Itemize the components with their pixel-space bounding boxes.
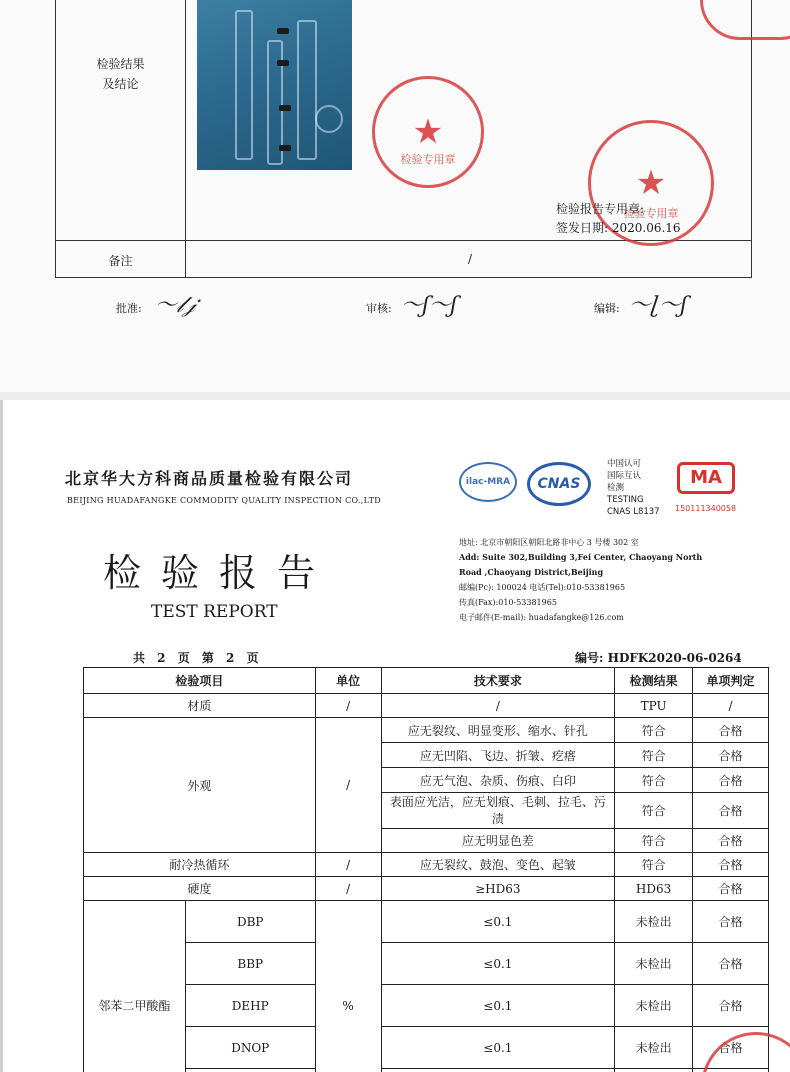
col-header-requirement: 技术要求 bbox=[381, 668, 615, 694]
table-row: 应无凹陷、飞边、折皱、疙瘩 符合 合格 bbox=[84, 743, 769, 768]
report-title-cn: 检验报告 bbox=[103, 551, 336, 595]
cma-number: 150111340058 bbox=[675, 504, 737, 513]
address-cn: 地址: 北京市朝阳区朝阳北路非中心 3 号楼 302 室 bbox=[459, 538, 639, 547]
table-row: 材质 / / TPU / bbox=[84, 694, 769, 718]
reviewer-signature: 〜ʃ〜ʃ bbox=[399, 293, 459, 318]
table-row: DNOP ≤0.1 未检出 合格 bbox=[84, 1027, 769, 1069]
editor-label: 编辑: bbox=[594, 302, 620, 315]
result-label-line2: 及结论 bbox=[102, 77, 139, 91]
editor-signature: 〜ɭ〜ʃ bbox=[627, 293, 689, 318]
address-en-1: Add: Suite 302,Building 3,Fei Center, Chaoyang North bbox=[459, 552, 703, 562]
email: 电子邮件(E-mail): huadafangke@126.com bbox=[459, 613, 624, 622]
table-divider bbox=[185, 0, 186, 277]
cma-logo: MA bbox=[677, 462, 735, 494]
table-row bbox=[84, 1069, 769, 1072]
col-header-unit: 单位 bbox=[315, 668, 381, 694]
issue-date: 签发日期: 2020.06.16 bbox=[556, 221, 681, 235]
table-row: BBP ≤0.1 未检出 合格 bbox=[84, 943, 769, 985]
reviewer-label: 审核: bbox=[366, 302, 392, 315]
approver-signature: 〜𝓁𝒿 bbox=[153, 293, 199, 318]
sample-photo bbox=[197, 0, 352, 170]
table-row: 耐冷热循环 / 应无裂纹、鼓泡、变色、起皱 符合 合格 bbox=[84, 853, 769, 877]
issuer-stamp-line: 检验报告专用章: bbox=[556, 202, 645, 216]
accreditation-logos bbox=[459, 458, 759, 528]
issuer-block bbox=[556, 200, 681, 238]
company-name-en: BEIJING HUADAFANGKE COMMODITY QUALITY INSPECTION CO.,LTD bbox=[67, 496, 381, 505]
inspection-seal-stamp bbox=[372, 76, 484, 188]
test-results-table bbox=[83, 667, 769, 1072]
table-header-row bbox=[84, 668, 769, 694]
table-row: 硬度 / ≥HD63 HD63 合格 bbox=[84, 877, 769, 901]
company-name-cn: 北京华大方科商品质量检验有限公司 bbox=[65, 469, 354, 488]
col-header-result: 检测结果 bbox=[615, 668, 693, 694]
report-title-en: TEST REPORT bbox=[151, 602, 278, 622]
page-gap bbox=[0, 392, 790, 400]
approver bbox=[116, 288, 197, 319]
seal-star-icon: ★ bbox=[635, 163, 667, 203]
editor bbox=[594, 288, 687, 319]
report-number: 编号: HDFK2020-06-0264 bbox=[575, 651, 742, 665]
remarks-value: / bbox=[468, 252, 473, 266]
report-page-1 bbox=[0, 0, 790, 392]
col-header-verdict: 单项判定 bbox=[693, 668, 769, 694]
table-row: 邻苯二甲酸酯 DBP % ≤0.1 未检出 合格 bbox=[84, 901, 769, 943]
postcode-tel: 邮编(Pc): 100024 电话(Tel):010-53381965 bbox=[459, 583, 626, 592]
contact-block bbox=[459, 535, 702, 625]
seal-text: 检验专用章 bbox=[623, 207, 679, 220]
reviewer bbox=[366, 288, 457, 319]
table-row: 应无气泡、杂质、伤痕、白印 符合 合格 bbox=[84, 768, 769, 793]
ilac-mra-logo: ilac-MRA bbox=[459, 462, 517, 502]
cnas-text: 中国认可 国际互认 检测 TESTING CNAS L8137 bbox=[607, 459, 660, 517]
col-header-item: 检验项目 bbox=[84, 668, 316, 694]
result-label bbox=[56, 54, 185, 94]
page-count: 共 2 页 第 2 页 bbox=[133, 651, 263, 665]
approver-label: 批准: bbox=[116, 302, 142, 315]
result-label-line1: 检验结果 bbox=[96, 57, 145, 71]
table-row: 应无明显色差 符合 合格 bbox=[84, 829, 769, 853]
cnas-logo: CNAS bbox=[527, 462, 591, 506]
table-row: 外观 / 应无裂纹、明显变形、缩水、针孔 符合 合格 bbox=[84, 718, 769, 743]
address-en-2: Road ,Chaoyang District,Beijing bbox=[459, 567, 604, 577]
table-row: 表面应光洁，应无划痕、毛刺、拉毛、污渍 符合 合格 bbox=[84, 793, 769, 829]
table-row: DEHP ≤0.1 未检出 合格 bbox=[84, 985, 769, 1027]
seal-star-icon: ★ bbox=[412, 112, 444, 152]
seal-text: 检验专用章 bbox=[400, 153, 456, 166]
remarks-label: 备注 bbox=[108, 254, 133, 268]
report-page-2 bbox=[0, 400, 790, 1072]
fax: 传真(Fax):010-53381965 bbox=[459, 598, 557, 607]
